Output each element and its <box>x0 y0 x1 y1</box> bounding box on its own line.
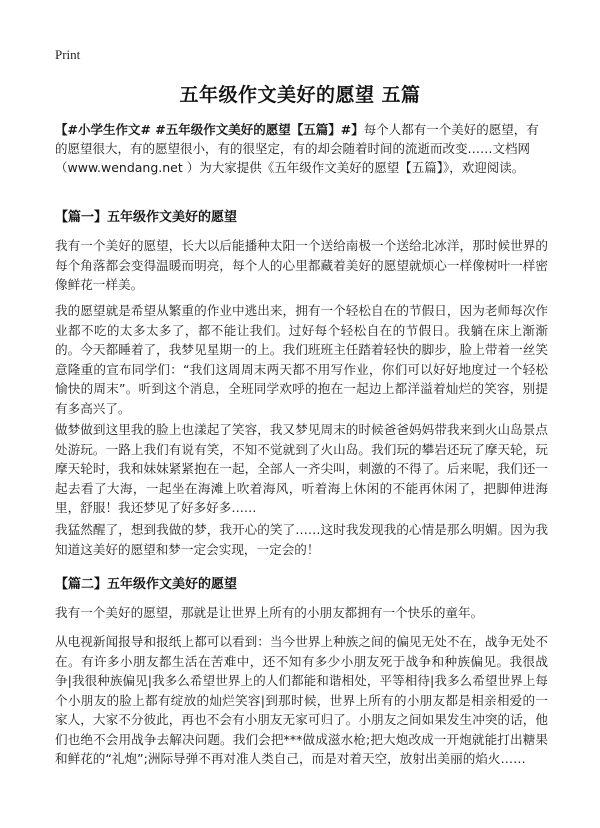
paragraph: 做梦做到这里我的脸上也漾起了笑容，我又梦见周末的时候爸爸妈妈带我来到火山岛景点处游玩。一路上我们有说有笑，不知不觉就到了火山岛。我们玩的攀岩还玩了摩天轮，玩摩天轮时，我和妹妹紧紧抱在一起，全部人一齐尖叫，刺激的不得了。后来呢，我们还一起去看了大海，一起坐在海滩上吹着海风，听着海上休闲的不能再休闲了，把脚伸进海里，舒服！我还梦见了好多好多…… <box>55 422 548 515</box>
intro-text: 每个人都有一个美好的愿望，有的愿望很大，有的愿望很小，有的很坚定，有的却会随着时间的流逝而改变……文档网（www.wendang.net ）为大家提供《五年级作文美好的愿望【五篇】》，欢迎阅读。 <box>55 122 539 175</box>
paragraph: 我有一个美好的愿望，那就是让世界上所有的小朋友都拥有一个快乐的童年。 <box>55 605 484 620</box>
section-heading-2: 【篇二】五年级作文美好的愿望 <box>55 577 238 592</box>
paragraph: 我的愿望就是希望从繁重的作业中逃出来，拥有一个轻松自在的节假日，因为老师每次作业都不吃的太多太多了，都不能让我们。过好每个轻松自在的节假日。我躺在床上渐渐的。今天都睡着了，我梦见星期一的上。我们班班主任踏着轻快的脚步，脸上带着一丝笑意隆重的宣布同学们：“我们这周周末两天都不用写作业，你们可以好好地度过一个轻松愉快的周末”。听到这个消息，全班同学欢呼的抱在一起边上都洋溢着灿烂的笑容，别提有多高兴了。 <box>55 303 548 416</box>
intro-paragraph <box>55 120 548 177</box>
section-heading-1: 【篇一】五年级作文美好的愿望 <box>55 210 238 225</box>
paragraph: 我有一个美好的愿望，长大以后能播种太阳一个送给南极一个送给北冰洋，那时候世界的每个角落都会变得温暖而明亮，每个人的心里都藏着美好的愿望就烦心一样像树叶一样密像鲜花一样美。 <box>55 238 548 292</box>
paragraph: 从电视新闻报导和报纸上都可以看到：当今世界上种族之间的偏见无处不在，战争无处不在。有许多小朋友都生活在苦难中，还不知有多少小朋友死于战争和种族偏见。我很战争|我很种族偏见|我多么希望世界上的人们都能和谐相处，平等相待|我多么希望世界上每个小朋友的脸上都有绽放的灿烂笑容|到那时候，世界上所有的小朋友都是相亲相爱的一家人，大家不分彼此，再也不会有小朋友无家可归了。小朋友之间如果发生冲突的话，他们也绝不会用战争去解决问题。我们会把***做成滋水枪;把大炮改成一开炮就能打出糖果和鲜花的“礼炮”;洲际导弹不再对准人类自己，而是对着天空，放射出美丽的焰火…… <box>55 634 548 766</box>
print-label: Print <box>55 47 81 62</box>
paragraph: 我猛然醒了，想到我做的梦，我开心的笑了……这时我发现我的心情是那么明媚。因为我知道这美好的愿望和梦一定会实现，一定会的！ <box>55 522 548 557</box>
intro-lead: 【#小学生作文# #五年级作文美好的愿望【五篇】#】 <box>55 122 364 137</box>
document-title: 五年级作文美好的愿望 五篇 <box>179 84 421 106</box>
